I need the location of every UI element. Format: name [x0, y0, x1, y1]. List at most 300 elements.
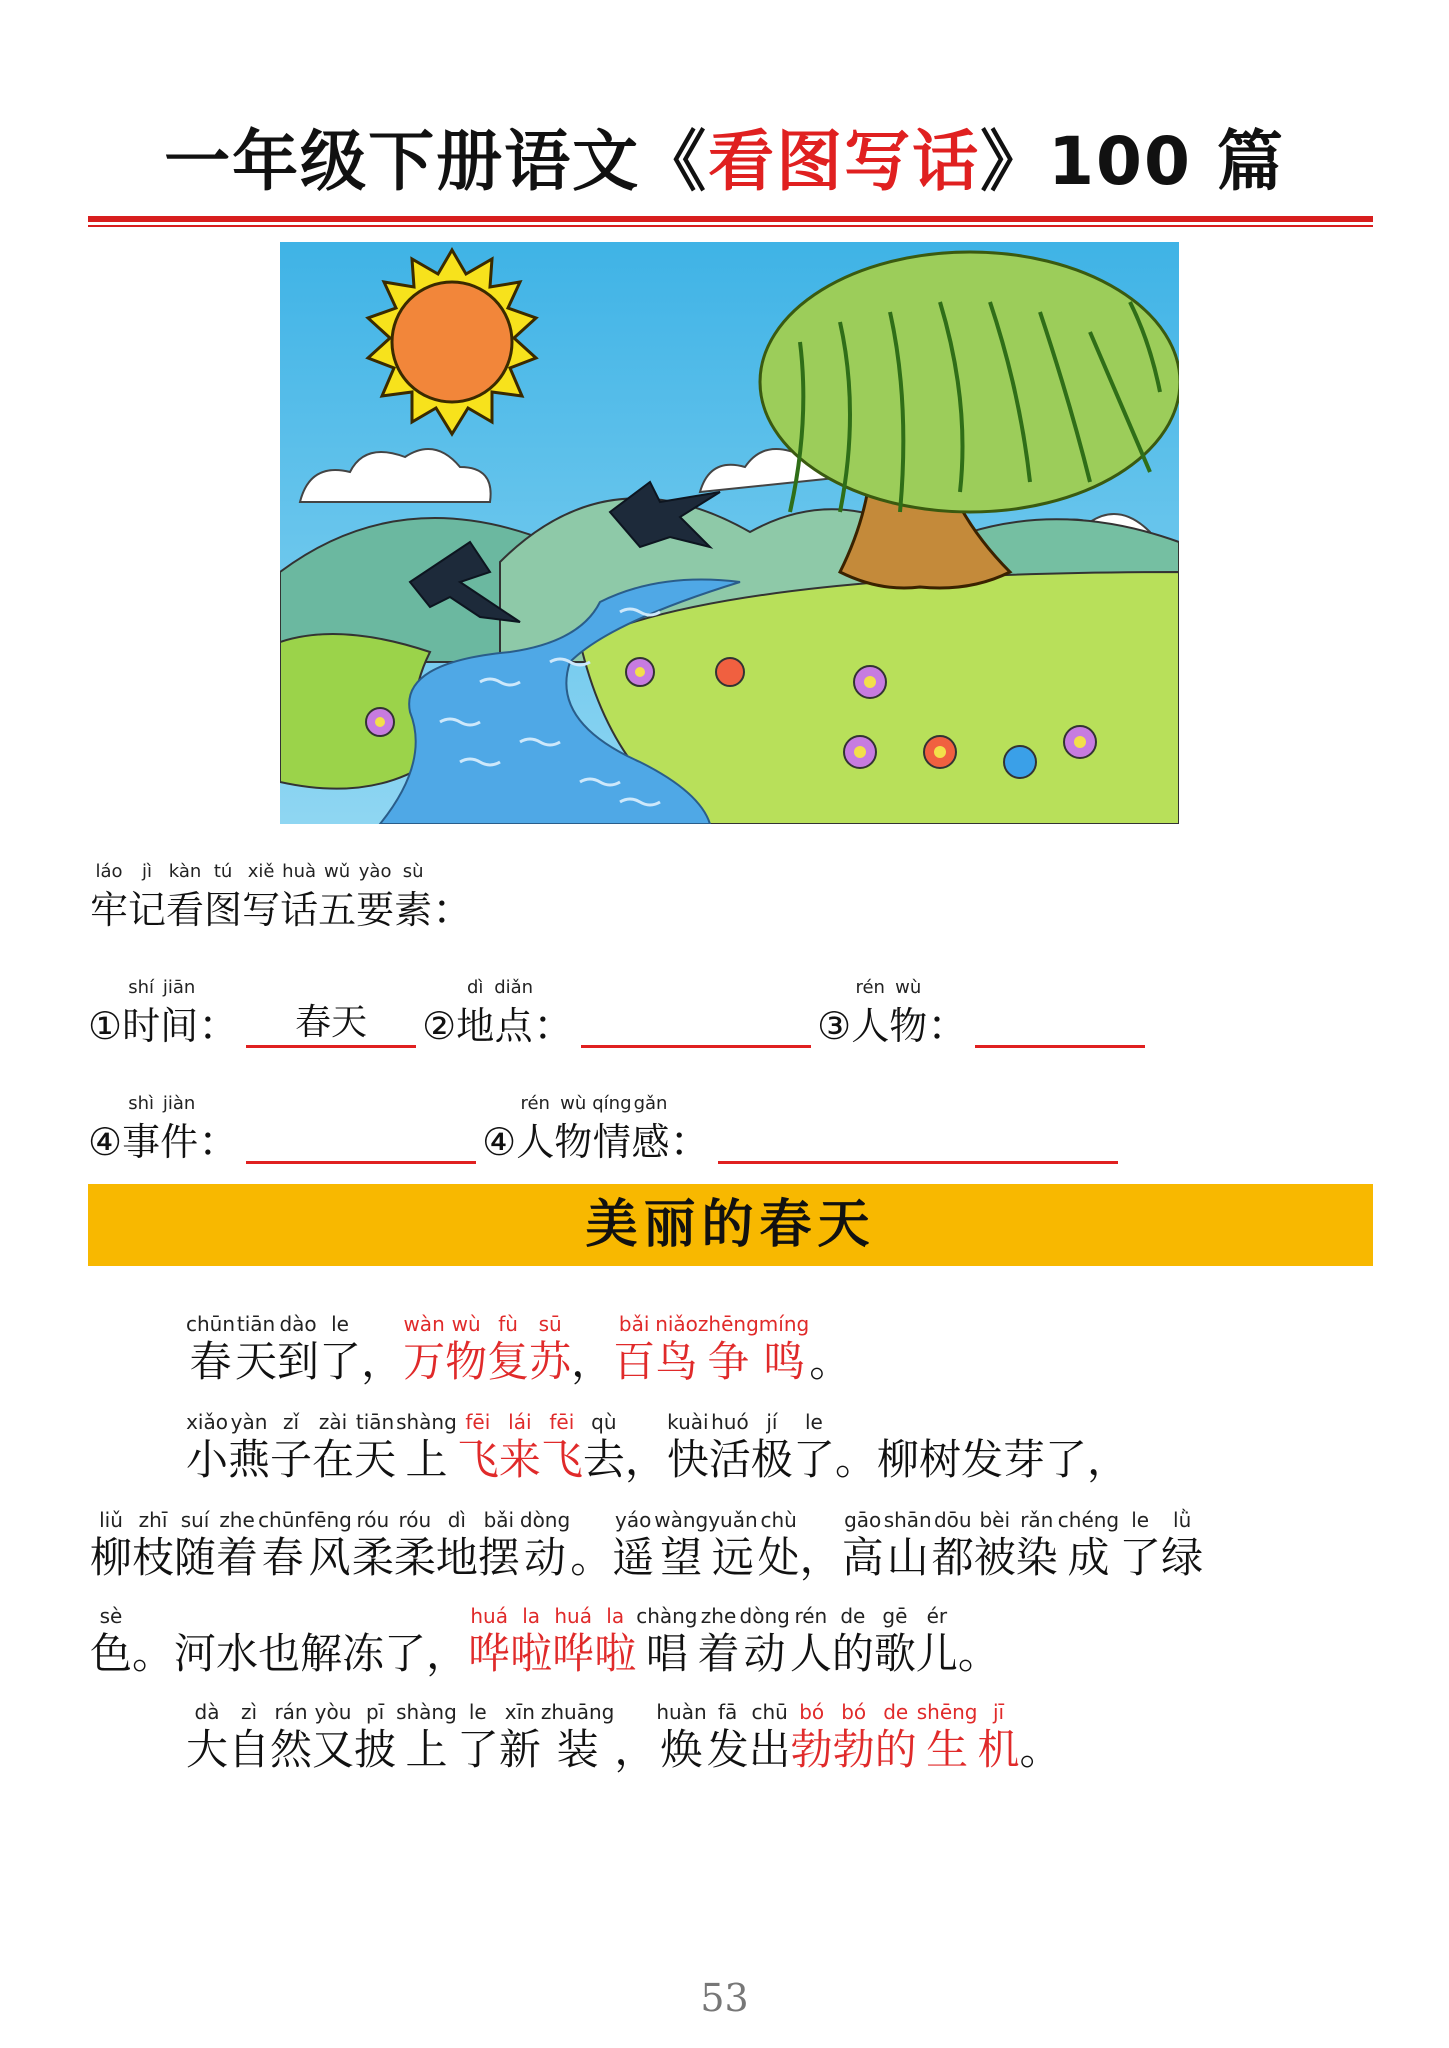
essay-punctuation	[361, 1312, 403, 1388]
hanzi: 哗	[468, 1629, 511, 1678]
hanzi: 水	[216, 1629, 259, 1678]
hanzi: 万	[403, 1337, 446, 1386]
pinyin: dòng	[519, 1508, 571, 1532]
pinyin: jí	[766, 1410, 778, 1434]
hanzi: 勃	[790, 1725, 833, 1774]
hanzi: 动	[743, 1629, 786, 1678]
people-field[interactable]	[975, 1001, 1145, 1048]
pinyin: huá	[470, 1604, 508, 1628]
essay-char	[396, 1410, 457, 1486]
pinyin: xiǎo	[186, 1410, 228, 1434]
hanzi: 物	[445, 1337, 488, 1386]
hanzi: 儿	[915, 1629, 958, 1678]
pinyin: yòu	[314, 1700, 352, 1724]
pinyin: shàng	[396, 1700, 457, 1724]
essay-char	[1058, 1508, 1119, 1584]
pinyin: de	[840, 1604, 866, 1628]
hanzi: 遥	[612, 1533, 655, 1582]
essay-char	[740, 1604, 790, 1680]
essay-punctuation	[570, 1508, 612, 1584]
essay-char	[1003, 1410, 1045, 1486]
pinyin: la	[522, 1604, 541, 1628]
hanzi: 争	[707, 1337, 750, 1386]
elements-row-2: ④ shì 事 jiàn 件 ： ④ rén 人 wù 物 qíng 情 gǎn 感 ：	[88, 1092, 1124, 1168]
hanzi: 冻	[342, 1629, 385, 1678]
hanzi: ，	[571, 1337, 614, 1386]
hanzi: 小	[186, 1435, 229, 1484]
hanzi: 然	[270, 1725, 313, 1774]
hanzi: 上	[405, 1435, 448, 1484]
willow-tree	[760, 252, 1179, 512]
hanzi: 远	[711, 1533, 754, 1582]
essay-char	[216, 1604, 258, 1680]
pinyin: suí	[180, 1508, 210, 1532]
essay-char	[478, 1508, 520, 1584]
pinyin: bó	[841, 1700, 867, 1724]
essay-line	[186, 1312, 851, 1388]
essay-char	[709, 1410, 751, 1486]
ground-left	[280, 634, 430, 789]
essay-char	[312, 1410, 354, 1486]
pinyin: de	[883, 1700, 909, 1724]
essay-char	[874, 1604, 916, 1680]
essay-punctuation	[132, 1604, 174, 1680]
hanzi: 在	[312, 1435, 355, 1484]
hanzi: 哗	[552, 1629, 595, 1678]
elements-row-1: ① shí 时 jiān 间 ： 春天 ② dì 地 diǎn 点 ： ③ rén 人 wù 物 ：	[88, 976, 1151, 1052]
hanzi: 复	[487, 1337, 530, 1386]
pinyin: zǐ	[283, 1410, 300, 1434]
pinyin: pī	[365, 1700, 385, 1724]
hanzi: 色	[90, 1629, 133, 1678]
essay-char	[312, 1700, 354, 1776]
event-field[interactable]	[246, 1117, 476, 1164]
essay-char	[436, 1508, 478, 1584]
essay-char	[751, 1410, 793, 1486]
hanzi: 啦	[594, 1629, 637, 1678]
essay-punctuation	[1087, 1410, 1129, 1486]
pinyin: míng	[758, 1312, 810, 1336]
essay-line	[90, 1604, 1000, 1680]
essay-char	[612, 1508, 654, 1584]
hanzi: 子	[270, 1435, 313, 1484]
pinyin: yuǎn	[708, 1508, 758, 1532]
hanzi: 鸣	[762, 1337, 805, 1386]
pinyin: dòng	[739, 1604, 790, 1628]
pinyin: dōu	[933, 1508, 972, 1532]
essay-char	[916, 1604, 958, 1680]
pinyin: huó	[711, 1410, 749, 1434]
essay-char	[186, 1312, 235, 1388]
essay-char	[529, 1312, 571, 1388]
pinyin: huàn	[656, 1700, 707, 1724]
essay-char	[300, 1604, 342, 1680]
pinyin: bǎi	[618, 1312, 650, 1336]
essay-line	[90, 1508, 1203, 1584]
hanzi: 到	[277, 1337, 320, 1386]
hanzi: 发	[961, 1435, 1004, 1484]
essay-title-banner: 美丽的春天	[88, 1184, 1373, 1266]
pinyin: le	[331, 1312, 349, 1336]
hanzi: 机	[977, 1725, 1020, 1774]
hanzi: 绿	[1161, 1533, 1204, 1582]
pinyin: rán	[274, 1700, 308, 1724]
hanzi: ，	[624, 1435, 667, 1484]
hanzi: 生	[926, 1725, 969, 1774]
time-number: ①	[88, 1004, 123, 1048]
essay-char	[174, 1604, 216, 1680]
essay-char	[510, 1604, 552, 1680]
pinyin: sè	[99, 1604, 123, 1628]
essay-char	[877, 1410, 919, 1486]
essay-char	[186, 1410, 228, 1486]
essay-char	[541, 1700, 614, 1776]
essay-char	[541, 1410, 583, 1486]
hanzi: 枝	[132, 1533, 175, 1582]
essay-char	[354, 1410, 396, 1486]
pinyin: dào	[279, 1312, 317, 1336]
hanzi: 披	[354, 1725, 397, 1774]
hanzi: 出	[748, 1725, 791, 1774]
pinyin: jī	[992, 1700, 1005, 1724]
essay-char	[583, 1410, 625, 1486]
essay-char	[354, 1700, 396, 1776]
essay-char	[403, 1312, 445, 1388]
essay-char	[919, 1410, 961, 1486]
hanzi: 焕	[660, 1725, 703, 1774]
pinyin: zhe	[700, 1604, 737, 1628]
essay-char	[758, 1508, 800, 1584]
pinyin: lái	[508, 1410, 532, 1434]
page-title	[0, 108, 1449, 203]
hanzi: 上	[405, 1725, 448, 1774]
essay-char	[319, 1312, 361, 1388]
hanzi: 春	[261, 1533, 304, 1582]
pinyin: chūn	[258, 1508, 308, 1532]
hanzi: 唱	[645, 1629, 688, 1678]
essay-char	[384, 1604, 426, 1680]
pinyin: liǔ	[99, 1508, 123, 1532]
pinyin: fù	[498, 1312, 518, 1336]
hanzi: 河	[174, 1629, 217, 1678]
hanzi: ，	[361, 1337, 404, 1386]
essay-char	[636, 1604, 697, 1680]
hanzi: 春	[189, 1337, 232, 1386]
essay-char	[793, 1410, 835, 1486]
pinyin: tiān	[236, 1312, 276, 1336]
essay-char	[1045, 1410, 1087, 1486]
hanzi: 又	[312, 1725, 355, 1774]
elements-heading: láo 牢 jì 记 kàn 看 tú 图 xiě 写 huà 话 wǔ 五 yào 要 sù 素 ：	[90, 861, 475, 934]
pinyin: chàng	[636, 1604, 698, 1628]
pinyin: chéng	[1057, 1508, 1120, 1532]
hanzi: 了	[456, 1725, 499, 1774]
essay-char	[791, 1700, 833, 1776]
pinyin: wàn	[403, 1312, 445, 1336]
hanzi: 柳	[90, 1533, 133, 1582]
pinyin: niǎo	[655, 1312, 698, 1336]
pinyin: róu	[398, 1508, 432, 1532]
essay-punctuation	[625, 1410, 667, 1486]
essay-punctuation	[809, 1312, 851, 1388]
essay-char	[790, 1604, 832, 1680]
pinyin: chū	[751, 1700, 788, 1724]
pinyin: fēi	[465, 1410, 491, 1434]
title-prefix: 一年级下册语文《	[164, 123, 709, 200]
hanzi: 鸟	[655, 1337, 698, 1386]
hanzi: 的	[831, 1629, 874, 1678]
spring-scene-illustration	[280, 242, 1179, 824]
essay-char	[90, 1508, 132, 1584]
pinyin: dà	[194, 1700, 220, 1724]
hanzi: 的	[874, 1725, 917, 1774]
hanzi: 自	[228, 1725, 271, 1774]
hanzi: 啦	[510, 1629, 553, 1678]
hanzi: 也	[258, 1629, 301, 1678]
essay-char	[457, 1700, 499, 1776]
pinyin: rén	[794, 1604, 828, 1628]
hanzi: 苏	[529, 1337, 572, 1386]
essay-punctuation	[958, 1604, 1000, 1680]
title-rule-thick	[88, 216, 1373, 222]
hanzi: 了	[792, 1435, 835, 1484]
pinyin: le	[805, 1410, 823, 1434]
hanzi: 望	[660, 1533, 703, 1582]
essay-char	[132, 1508, 174, 1584]
hanzi: 了	[1119, 1533, 1162, 1582]
feeling-field[interactable]	[718, 1117, 1118, 1164]
essay-char	[174, 1508, 216, 1584]
pinyin: bǎi	[483, 1508, 515, 1532]
hanzi: 处	[757, 1533, 800, 1582]
essay-char	[1016, 1508, 1058, 1584]
hanzi: 。	[1019, 1725, 1062, 1774]
hanzi: 芽	[1003, 1435, 1046, 1484]
essay-char	[833, 1700, 875, 1776]
hanzi: 飞	[456, 1435, 499, 1484]
hanzi: 天	[354, 1435, 397, 1484]
hanzi: 新	[498, 1725, 541, 1774]
pinyin: dì	[447, 1508, 466, 1532]
essay-char	[307, 1508, 352, 1584]
pinyin: tiān	[355, 1410, 395, 1434]
essay-char	[457, 1410, 499, 1486]
hanzi: 被	[973, 1533, 1016, 1582]
pinyin: qù	[591, 1410, 617, 1434]
essay-char	[707, 1700, 749, 1776]
essay-char	[228, 1700, 270, 1776]
hanzi: 了	[319, 1337, 362, 1386]
hanzi: 山	[886, 1533, 929, 1582]
people-number: ③	[817, 1004, 852, 1048]
essay-char	[961, 1410, 1003, 1486]
essay-char	[445, 1312, 487, 1388]
pinyin: lǜ	[1173, 1508, 1192, 1532]
pinyin: huá	[554, 1604, 592, 1628]
essay-char	[487, 1312, 529, 1388]
essay-char	[667, 1410, 709, 1486]
essay-char	[235, 1312, 277, 1388]
hanzi: 染	[1015, 1533, 1058, 1582]
pinyin: shàng	[396, 1410, 457, 1434]
hanzi: 地	[435, 1533, 478, 1582]
pinyin: wàng	[654, 1508, 709, 1532]
hanzi: 飞	[540, 1435, 583, 1484]
hanzi: 燕	[228, 1435, 271, 1484]
hanzi: 百	[613, 1337, 656, 1386]
event-number: ④	[88, 1120, 123, 1164]
pinyin: kuài	[667, 1410, 709, 1434]
essay-char	[1119, 1508, 1161, 1584]
essay-char	[228, 1410, 270, 1486]
essay-char	[832, 1604, 874, 1680]
title-highlight: 看图写话	[708, 123, 981, 200]
essay-char	[749, 1700, 791, 1776]
hanzi: 着	[697, 1629, 740, 1678]
hanzi: 柔	[351, 1533, 394, 1582]
essay-char	[654, 1508, 708, 1584]
hanzi: 都	[931, 1533, 974, 1582]
hanzi: 大	[186, 1725, 229, 1774]
essay-char	[277, 1312, 319, 1388]
essay-punctuation	[835, 1410, 877, 1486]
essay-char	[917, 1700, 978, 1776]
hanzi: 成	[1067, 1533, 1110, 1582]
hanzi: ，	[426, 1629, 469, 1678]
hanzi: 装	[556, 1725, 599, 1774]
hanzi: 。	[957, 1629, 1000, 1678]
pinyin: zhuāng	[540, 1700, 615, 1724]
essay-char	[396, 1700, 457, 1776]
pinyin: zhī	[138, 1508, 168, 1532]
essay-char	[258, 1508, 307, 1584]
essay-char	[90, 1604, 132, 1680]
pinyin: wù	[451, 1312, 481, 1336]
essay-char	[216, 1508, 258, 1584]
essay-char	[552, 1604, 594, 1680]
essay-char	[842, 1508, 884, 1584]
hanzi: 随	[174, 1533, 217, 1582]
hanzi: 着	[216, 1533, 259, 1582]
hanzi: ，	[1087, 1435, 1130, 1484]
pinyin: rǎn	[1020, 1508, 1054, 1532]
pinyin: le	[1131, 1508, 1150, 1532]
hanzi: 天	[235, 1337, 278, 1386]
hanzi: 柳	[876, 1435, 919, 1484]
hanzi: 。	[132, 1629, 175, 1678]
pinyin: shēng	[916, 1700, 978, 1724]
essay-char	[270, 1700, 312, 1776]
hanzi: 树	[918, 1435, 961, 1484]
essay-char	[468, 1604, 510, 1680]
essay-char	[394, 1508, 436, 1584]
essay-char	[520, 1508, 570, 1584]
essay-char	[655, 1312, 698, 1388]
title-rule-thin	[88, 225, 1373, 227]
hanzi: 动	[524, 1533, 567, 1582]
essay-char	[499, 1700, 541, 1776]
hanzi: 。	[834, 1435, 877, 1484]
essay-char	[978, 1700, 1020, 1776]
hanzi: 极	[750, 1435, 793, 1484]
hanzi: 来	[498, 1435, 541, 1484]
pinyin: zhēng	[697, 1312, 759, 1336]
pinyin: fēng	[307, 1508, 352, 1532]
essay-char	[759, 1312, 809, 1388]
hanzi: 去	[582, 1435, 625, 1484]
essay-char	[594, 1604, 636, 1680]
hanzi: 摆	[477, 1533, 520, 1582]
essay-punctuation	[614, 1700, 656, 1776]
pinyin: le	[468, 1700, 487, 1724]
hanzi: 活	[708, 1435, 751, 1484]
essay-line	[186, 1700, 1062, 1776]
pinyin: yàn	[230, 1410, 268, 1434]
essay-punctuation	[426, 1604, 468, 1680]
feeling-number: ④	[482, 1120, 517, 1164]
essay-line	[186, 1410, 1129, 1486]
hanzi: 解	[300, 1629, 343, 1678]
pinyin: chù	[760, 1508, 797, 1532]
hanzi: 风	[308, 1533, 351, 1582]
time-field[interactable]: 春天	[246, 1001, 416, 1048]
hanzi: 快	[666, 1435, 709, 1484]
pinyin: shān	[883, 1508, 932, 1532]
essay-char	[698, 1312, 759, 1388]
essay-char	[258, 1604, 300, 1680]
pinyin: bèi	[979, 1508, 1011, 1532]
essay-punctuation	[1020, 1700, 1062, 1776]
essay-char	[352, 1508, 394, 1584]
essay-punctuation	[800, 1508, 842, 1584]
pinyin: ér	[926, 1604, 948, 1628]
pinyin: yáo	[615, 1508, 652, 1532]
pinyin: róu	[356, 1508, 390, 1532]
essay-char	[342, 1604, 384, 1680]
pinyin: sū	[538, 1312, 562, 1336]
hanzi: ，	[614, 1725, 657, 1774]
hanzi: 高	[841, 1533, 884, 1582]
essay-char	[875, 1700, 917, 1776]
essay-char	[270, 1410, 312, 1486]
pinyin: gāo	[844, 1508, 882, 1532]
essay-char	[708, 1508, 757, 1584]
pinyin: chūn	[186, 1312, 236, 1336]
pinyin: bó	[799, 1700, 825, 1724]
hanzi: 歌	[873, 1629, 916, 1678]
hanzi: 勃	[832, 1725, 875, 1774]
essay-char	[499, 1410, 541, 1486]
pinyin: zài	[318, 1410, 348, 1434]
essay-char	[698, 1604, 740, 1680]
essay-char	[974, 1508, 1016, 1584]
hanzi: 。	[809, 1337, 852, 1386]
essay-char	[656, 1700, 706, 1776]
hanzi: 人	[789, 1629, 832, 1678]
pinyin: zhe	[219, 1508, 255, 1532]
hanzi: 柔	[393, 1533, 436, 1582]
title-suffix: 》100 篇	[980, 123, 1285, 200]
essay-char	[613, 1312, 655, 1388]
page-number: 53	[700, 1976, 749, 2020]
pinyin: fā	[718, 1700, 738, 1724]
hanzi: 发	[706, 1725, 749, 1774]
place-field[interactable]	[581, 1001, 811, 1048]
essay-char	[884, 1508, 932, 1584]
essay-punctuation	[571, 1312, 613, 1388]
essay-char	[932, 1508, 974, 1584]
hanzi: 了	[384, 1629, 427, 1678]
